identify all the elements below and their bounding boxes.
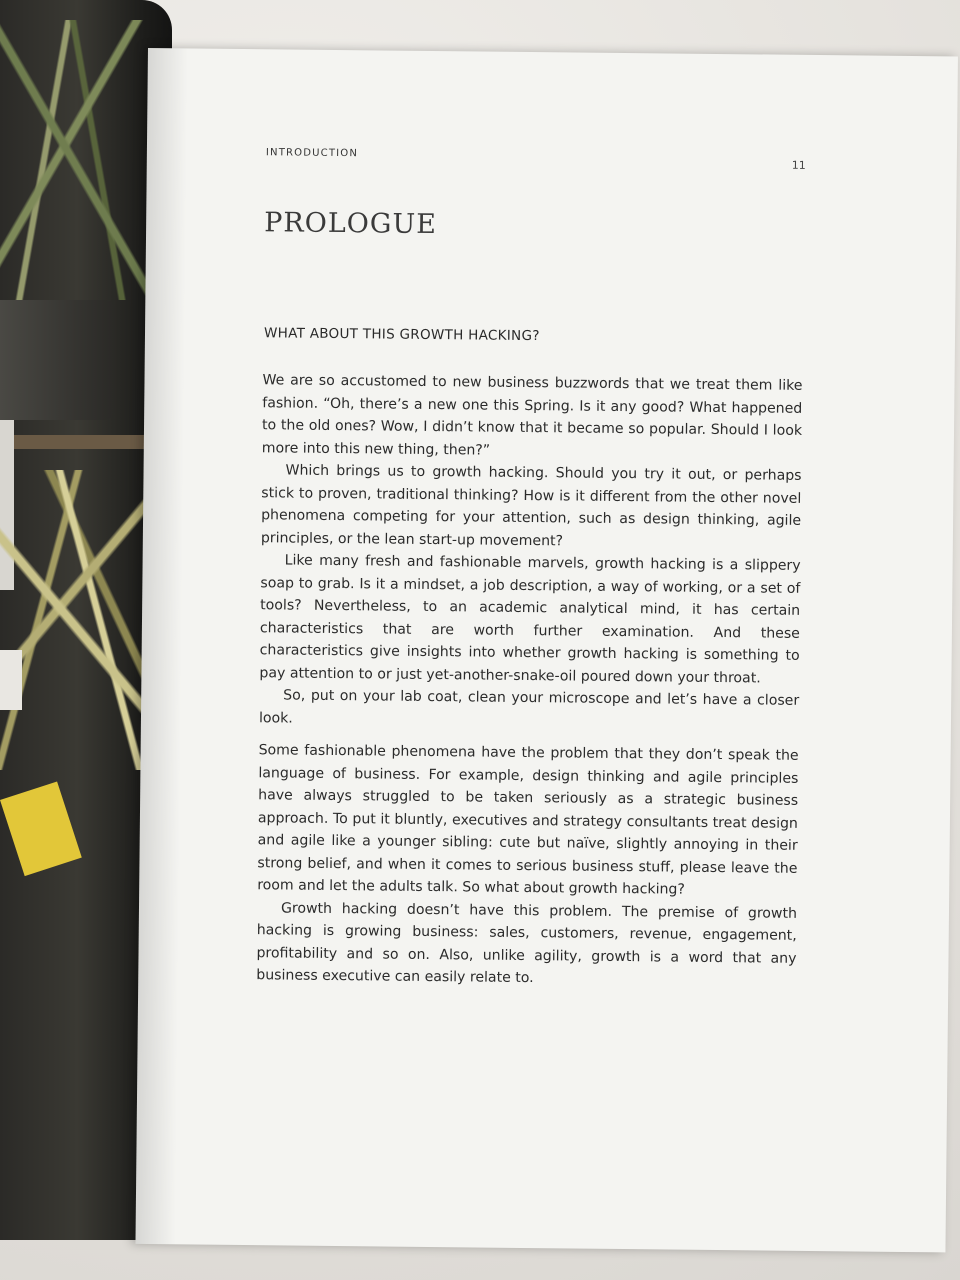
body-text [256, 369, 802, 992]
paragraph: Growth hacking doesn’t have this problem. The premise of growth hacking is growing business: sales, customers, revenue, engagement, profitability and so on. Also, unlike agility, growth is a word that any business executive can easily relate to. [256, 899, 798, 987]
yellow-tag [0, 781, 82, 876]
paragraph: So, put on your lab coat, clean your microscope and let’s have a closer look. [258, 687, 800, 727]
shelf [0, 435, 160, 449]
paragraph: Like many fresh and fashionable marvels, growth hacking is a slippery soap to grab. Is it a mindset, a job description, a way of working, or a set of tools? Nevertheless, to an academic analytical mind, it has certain characteristics that are worth further examination. And these characteristics give insights into whether growth hacking is something to pay attention to or just yet-another-snake-oil poured down your throat. [259, 552, 801, 686]
paragraph: Which brings us to growth hacking. Should you try it out, or perhaps stick to proven, traditional thinking? How is it different from the other novel phenomena competing for your attention, such as design thinking, agile principles, or the lean start-up movement? [260, 462, 802, 549]
label-card [0, 650, 22, 710]
chapter-title: PROLOGUE [264, 207, 438, 241]
book-page [135, 48, 957, 1252]
page-number: 11 [791, 158, 806, 172]
paragraph: Some fashionable phenomena have the problem that they don’t speak the language of business. For example, design thinking and agile principles have always struggled to be taken seriously as a strategic business approach. To put it bluntly, executives and strategy consultants treat design and agile like a younger sibling: cute but naïve, slightly annoying in their strong belief, and when it comes to serious business stuff, please leave the room and let the adults talk. So what about growth hacking? [257, 742, 799, 898]
plant-leaves-top [0, 20, 165, 300]
running-head: INTRODUCTION [265, 147, 359, 160]
section-heading: WHAT ABOUT THIS GROWTH HACKING? [263, 325, 540, 345]
paragraph: We are so accustomed to new business buzzwords that we treat them like fashion. “Oh, there’s a new one this Spring. Is it any good? What happened to the old ones? Wow, I didn’t know that it became so popular. Should I look more into this new thing, then?” [261, 372, 803, 459]
plant-pot [0, 300, 115, 420]
